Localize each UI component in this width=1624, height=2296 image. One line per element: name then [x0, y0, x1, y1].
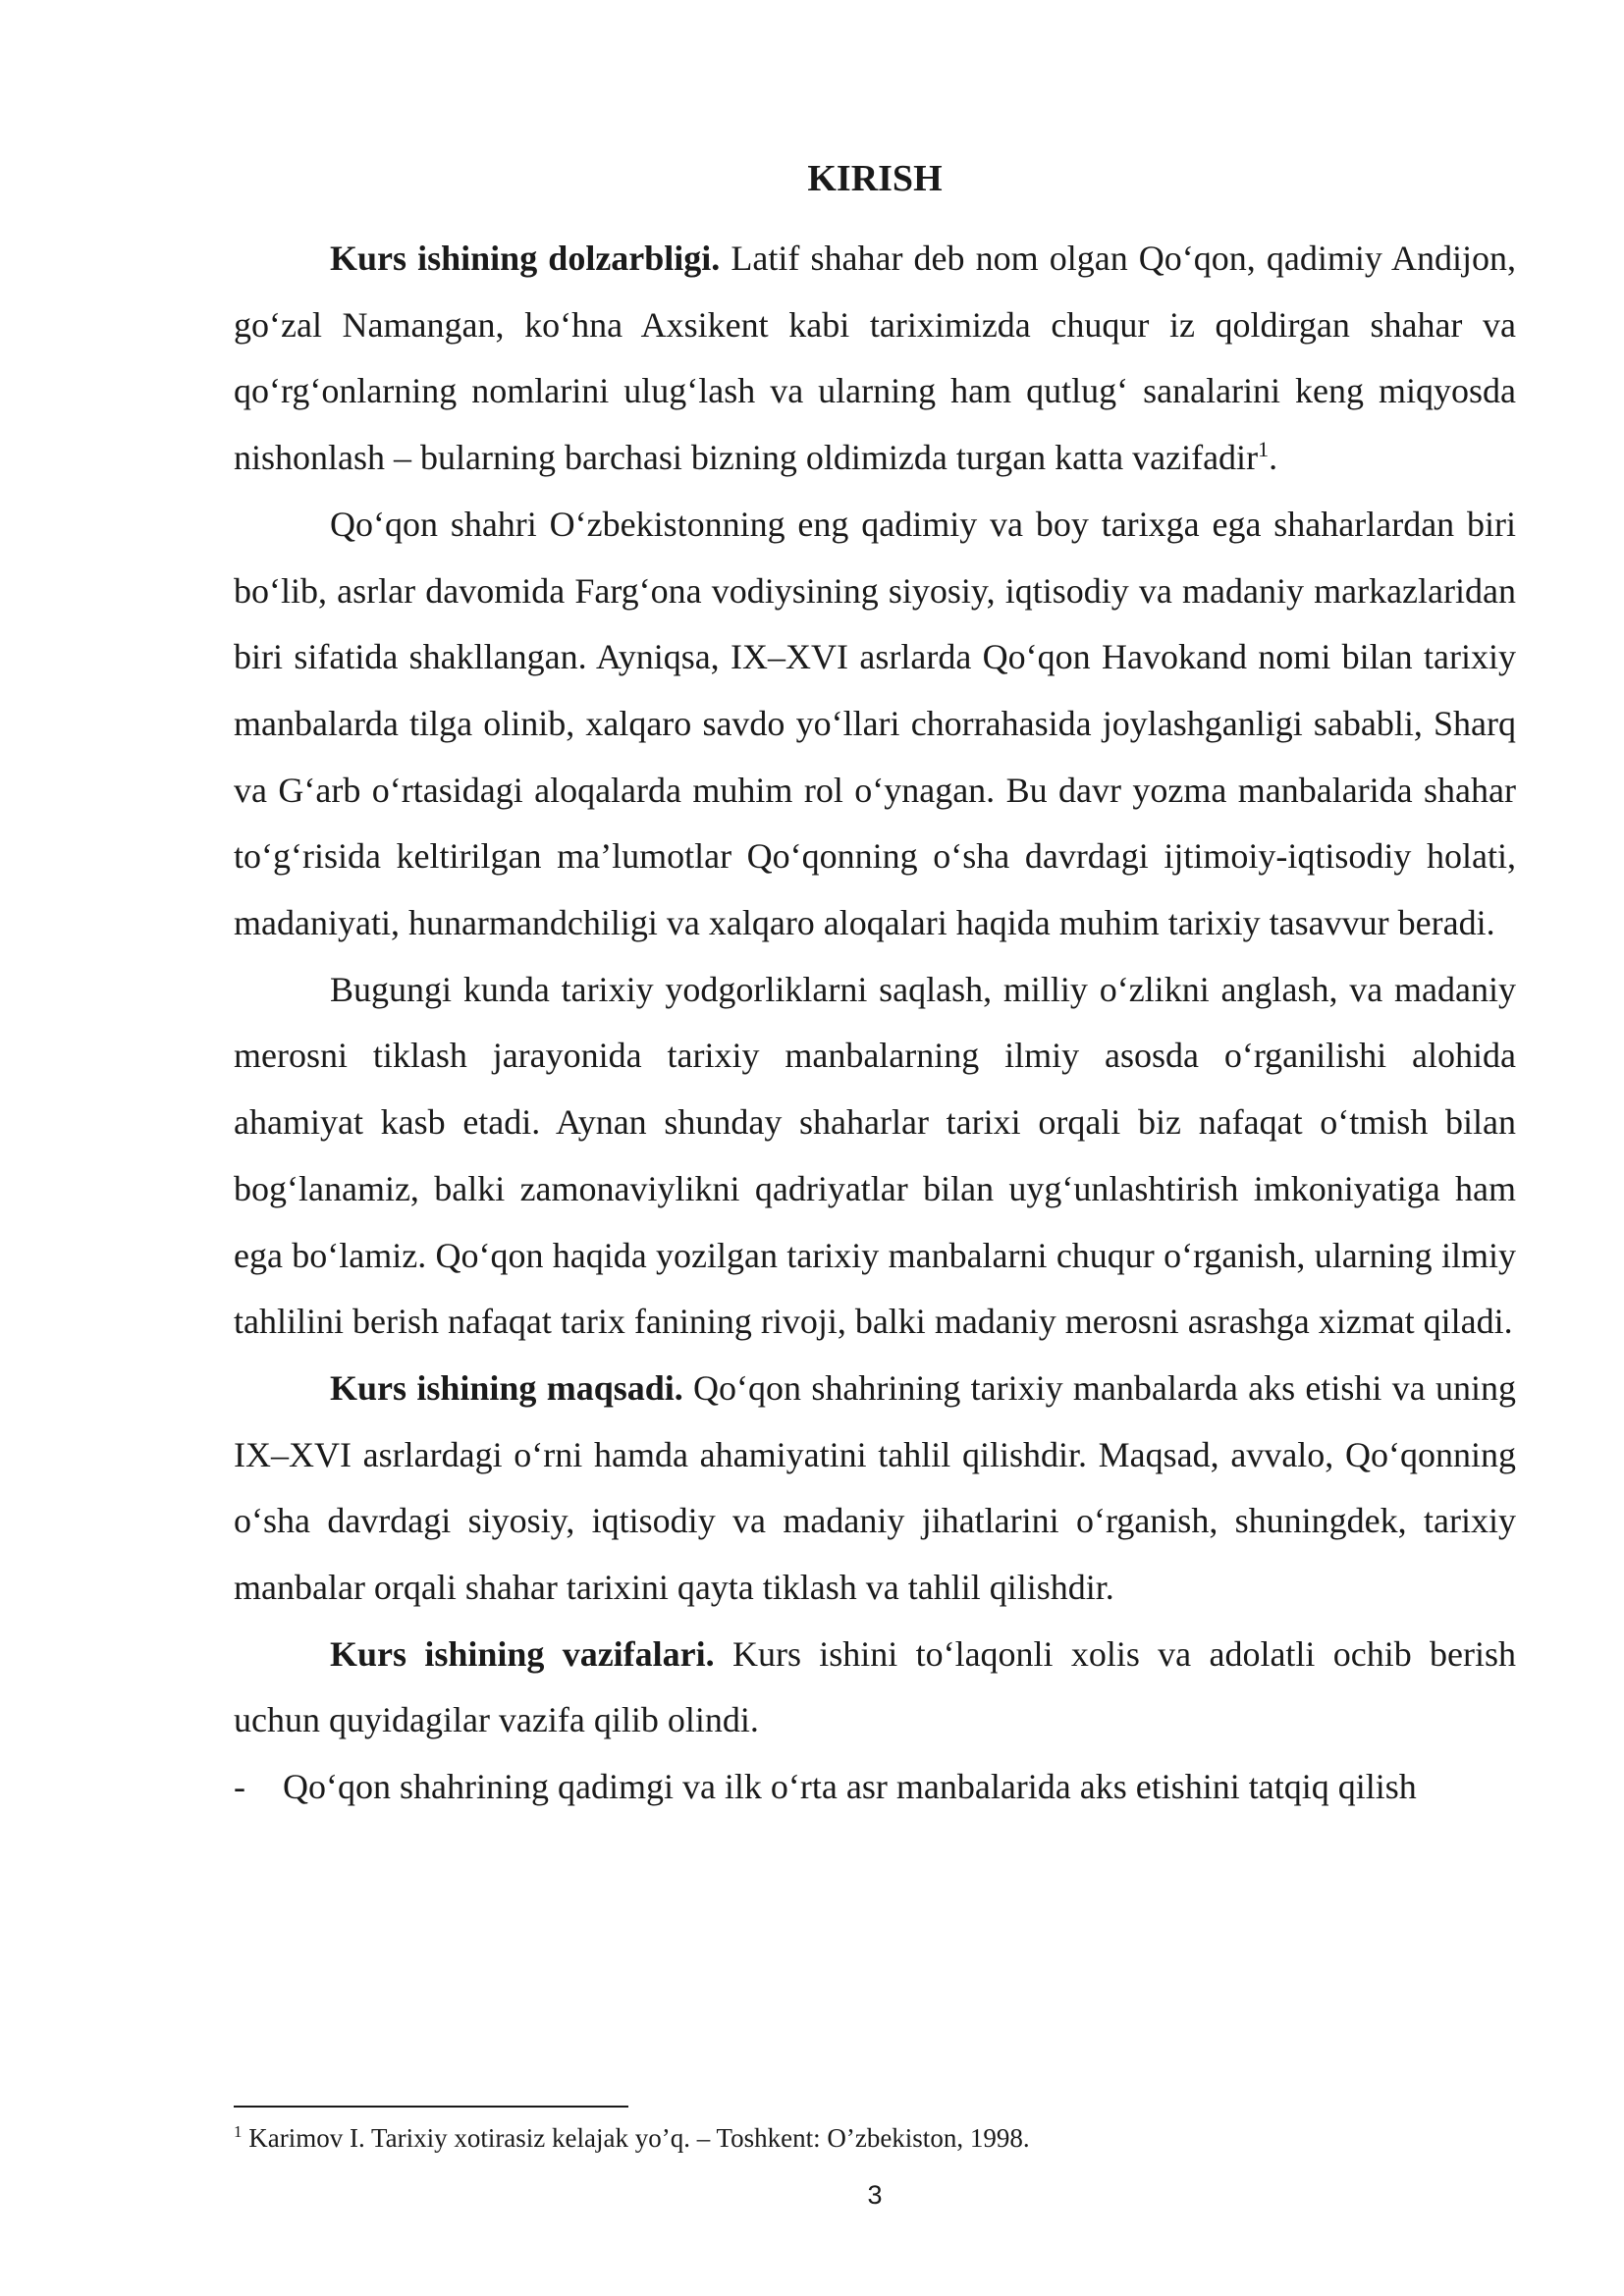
paragraph-history: Qo‘qon shahri O‘zbekistonning eng qadimiy va boy tarixga ega shaharlardan biri bo‘lib, asrlar davomida Farg‘ona vodiysining siyosiy, iqtisodiy va madaniy markazlaridan biri sifatida shakllangan. Ayniqsa, IX–XVI asrlarda Qo‘qon Havokand nomi bilan tarixiy manbalarda tilga olinib, xalqaro savdo yo‘llari chorrahasida joylashganligi sababli, Sharq va G‘arb o‘rtasidagi aloqalarda muhim rol o‘ynagan. Bu davr yozma manbalarida shahar to‘g‘risida keltirilgan ma’lumotlar Qo‘qonning o‘sha davrdagi ijtimoiy-iqtisodiy holati, madaniyati, hunarmandchiligi va xalqaro aloqalari haqida muhim tarixiy tasavvur beradi. — [234, 504, 1516, 943]
page-number: 3 — [867, 2180, 883, 2210]
body-text — [234, 226, 1516, 1821]
list-item-text: Qo‘qon shahrining qadimgi va ilk o‘rta asr manbalarida aks etishini tatqiq qilish — [283, 1767, 1417, 1807]
paragraph-lead: Kurs ishining vazifalari. — [330, 1633, 715, 1674]
footnote-number: 1 — [234, 2122, 243, 2141]
paragraph-tail: . — [1269, 438, 1278, 478]
paragraph-text: Kurs ishini to‘laqonli xolis va adolatli ochib berish uchun quyidagilar vazifa qilib olindi. — [234, 1633, 1516, 1740]
footnote-separator — [234, 2106, 628, 2108]
paragraph-tasks — [234, 1622, 1516, 1754]
paragraph-lead: Kurs ishining maqsadi. — [330, 1367, 683, 1408]
page-heading: KIRISH — [807, 158, 943, 199]
paragraph-lead: Kurs ishining dolzarbligi. — [330, 239, 721, 278]
footnote-text: Karimov I. Tarixiy xotirasiz kelajak yo’q. – Toshkent: O’zbekiston, 1998. — [242, 2123, 1030, 2153]
paragraph-goal — [234, 1356, 1516, 1622]
paragraph-relevance — [234, 226, 1516, 492]
list-bullet: - — [234, 1767, 245, 1807]
footnote — [234, 2120, 1516, 2156]
paragraph-heritage: Bugungi kunda tarixiy yodgorliklarni saqlash, milliy o‘zlikni anglash, va madaniy merosni tiklash jarayonida tarixiy manbalarning ilmiy asosda o‘rganilishi alohida ahamiyat kasb etadi. Aynan shunday shaharlar tarixi orqali biz nafaqat o‘tmish bilan bog‘lanamiz, balki zamonaviylikni qadriyatlar bilan uyg‘unlashtirish imkoniyatiga ham ega bo‘lamiz. Qo‘qon haqida yozilgan tarixiy manbalarni chuqur o‘rganish, ularning ilmiy tahlilini berish nafaqat tarix fanining rivoji, balki madaniy merosni asrashga xizmat qiladi. — [234, 969, 1516, 1342]
footnote-reference[interactable]: 1 — [1258, 437, 1270, 462]
paragraph-text: Latif shahar deb nom olgan Qo‘qon, qadimiy Andijon, go‘zal Namangan, ko‘hna Axsikent kabi tariximizda chuqur iz qoldirgan shahar va qo‘rg‘onlarning nomlarini ulug‘lash va ularning ham qutlug‘ sanalarini keng miqyosda nishonlash – bularning barchasi bizning oldimizda turgan katta vazifadir — [234, 239, 1516, 478]
paragraph-text: Qo‘qon shahrining tarixiy manbalarda aks etishi va uning IX–XVI asrlardagi o‘rni hamda ahamiyatini tahlil qilishdir. Maqsad, avvalo, Qo‘qonning o‘sha davrdagi siyosiy, iqtisodiy va madaniy jihatlarini o‘rganish, shuningdek, tarixiy manbalar orqali shahar tarixini qayta tiklash va tahlil qilishdir. — [234, 1367, 1516, 1608]
task-list-item — [234, 1754, 1516, 1821]
